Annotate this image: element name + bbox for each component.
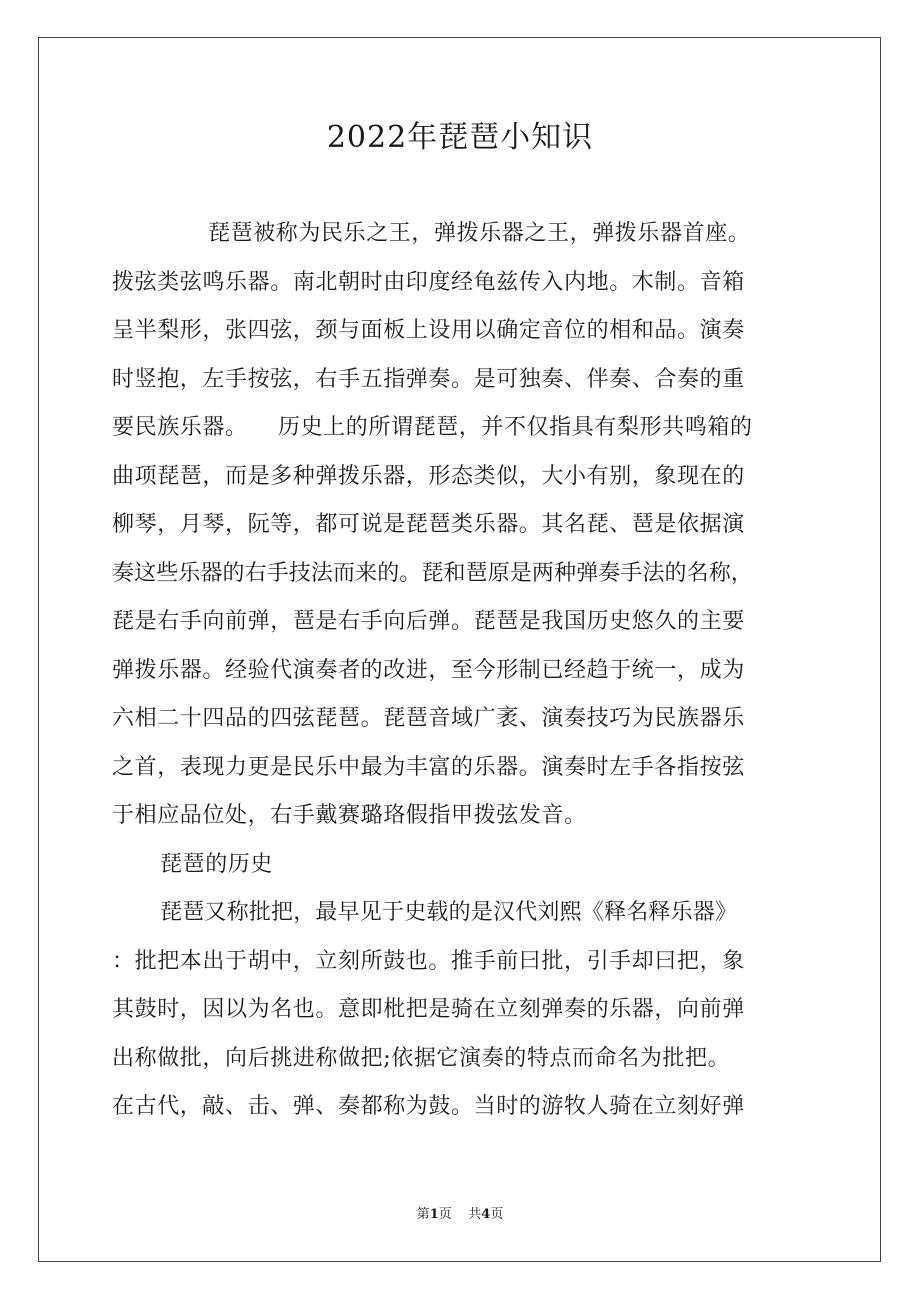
footer-page-number: 1 bbox=[429, 1207, 439, 1222]
paragraph-line: 六相二十四品的四弦琵琶。琵琶音域广袤、演奏技巧为民族器乐 bbox=[112, 706, 745, 731]
paragraph-line: ：批把本出于胡中，立刻所鼓也。推手前曰批，引手却曰把，象 bbox=[112, 948, 745, 974]
paragraph-line: 出称做批，向后挑进称做把;依据它演奏的特点而命名为批把。 bbox=[112, 1045, 731, 1071]
footer-middle: 页 共 bbox=[438, 1207, 482, 1222]
paragraph-line: 琵是右手向前弹，琶是右手向后弹。琵琶是我国历史悠久的主要 bbox=[112, 609, 745, 634]
paragraph-line: 弹拨乐器。经验代演奏者的改进，至今形制已经趋于统一，成为 bbox=[112, 657, 745, 683]
paragraph-line: 要民族乐器。 历史上的所谓琵琶，并不仅指具有梨形共鸣箱的 bbox=[112, 415, 753, 440]
footer-suffix: 页 bbox=[490, 1207, 504, 1222]
paragraph-line: 曲项琵琶，而是多种弹拨乐器，形态类似，大小有别，象现在的 bbox=[112, 463, 745, 489]
paragraph-line: 之首，表现力更是民乐中最为丰富的乐器。演奏时左手各指按弦 bbox=[112, 754, 745, 780]
document-title: 2022年琵琶小知识 bbox=[326, 120, 594, 155]
page-footer bbox=[0, 1206, 920, 1224]
paragraph-line: 呈半梨形，张四弦，颈与面板上设用以确定音位的相和品。演奏 bbox=[112, 318, 745, 343]
paragraph-line: 拨弦类弦鸣乐器。南北朝时由印度经龟兹传入内地。木制。音箱 bbox=[112, 269, 745, 295]
document-body bbox=[112, 210, 812, 1132]
paragraph-line: 琵琶又称批把，最早见于史载的是汉代刘熙《释名释乐器》 bbox=[160, 900, 738, 925]
paragraph-line: 柳琴，月琴，阮等，都可说是琵琶类乐器。其名琵、琶是依据演 bbox=[112, 512, 745, 537]
paragraph-line: 琵琶被称为民乐之王，弹拨乐器之王，弹拨乐器首座。 bbox=[208, 221, 751, 246]
paragraph-line: 奏这些乐器的右手技法而来的。琵和琶原是两种弹奏手法的名称， bbox=[112, 560, 753, 586]
footer-total-pages: 4 bbox=[481, 1207, 491, 1222]
paragraph-line: 其鼓时，因以为名也。意即枇把是骑在立刻弹奏的乐器，向前弹 bbox=[112, 997, 745, 1022]
footer-prefix: 第 bbox=[416, 1207, 430, 1222]
paragraph-line: 时竖抱，左手按弦，右手五指弹奏。是可独奏、伴奏、合奏的重 bbox=[112, 366, 745, 392]
paragraph-line: 在古代，敲、击、弹、奏都称为鼓。当时的游牧人骑在立刻好弹 bbox=[112, 1094, 745, 1119]
section-heading: 琵琶的历史 bbox=[160, 851, 274, 877]
paragraph-line: 于相应品位处，右手戴赛璐珞假指甲拨弦发音。 bbox=[112, 803, 587, 828]
